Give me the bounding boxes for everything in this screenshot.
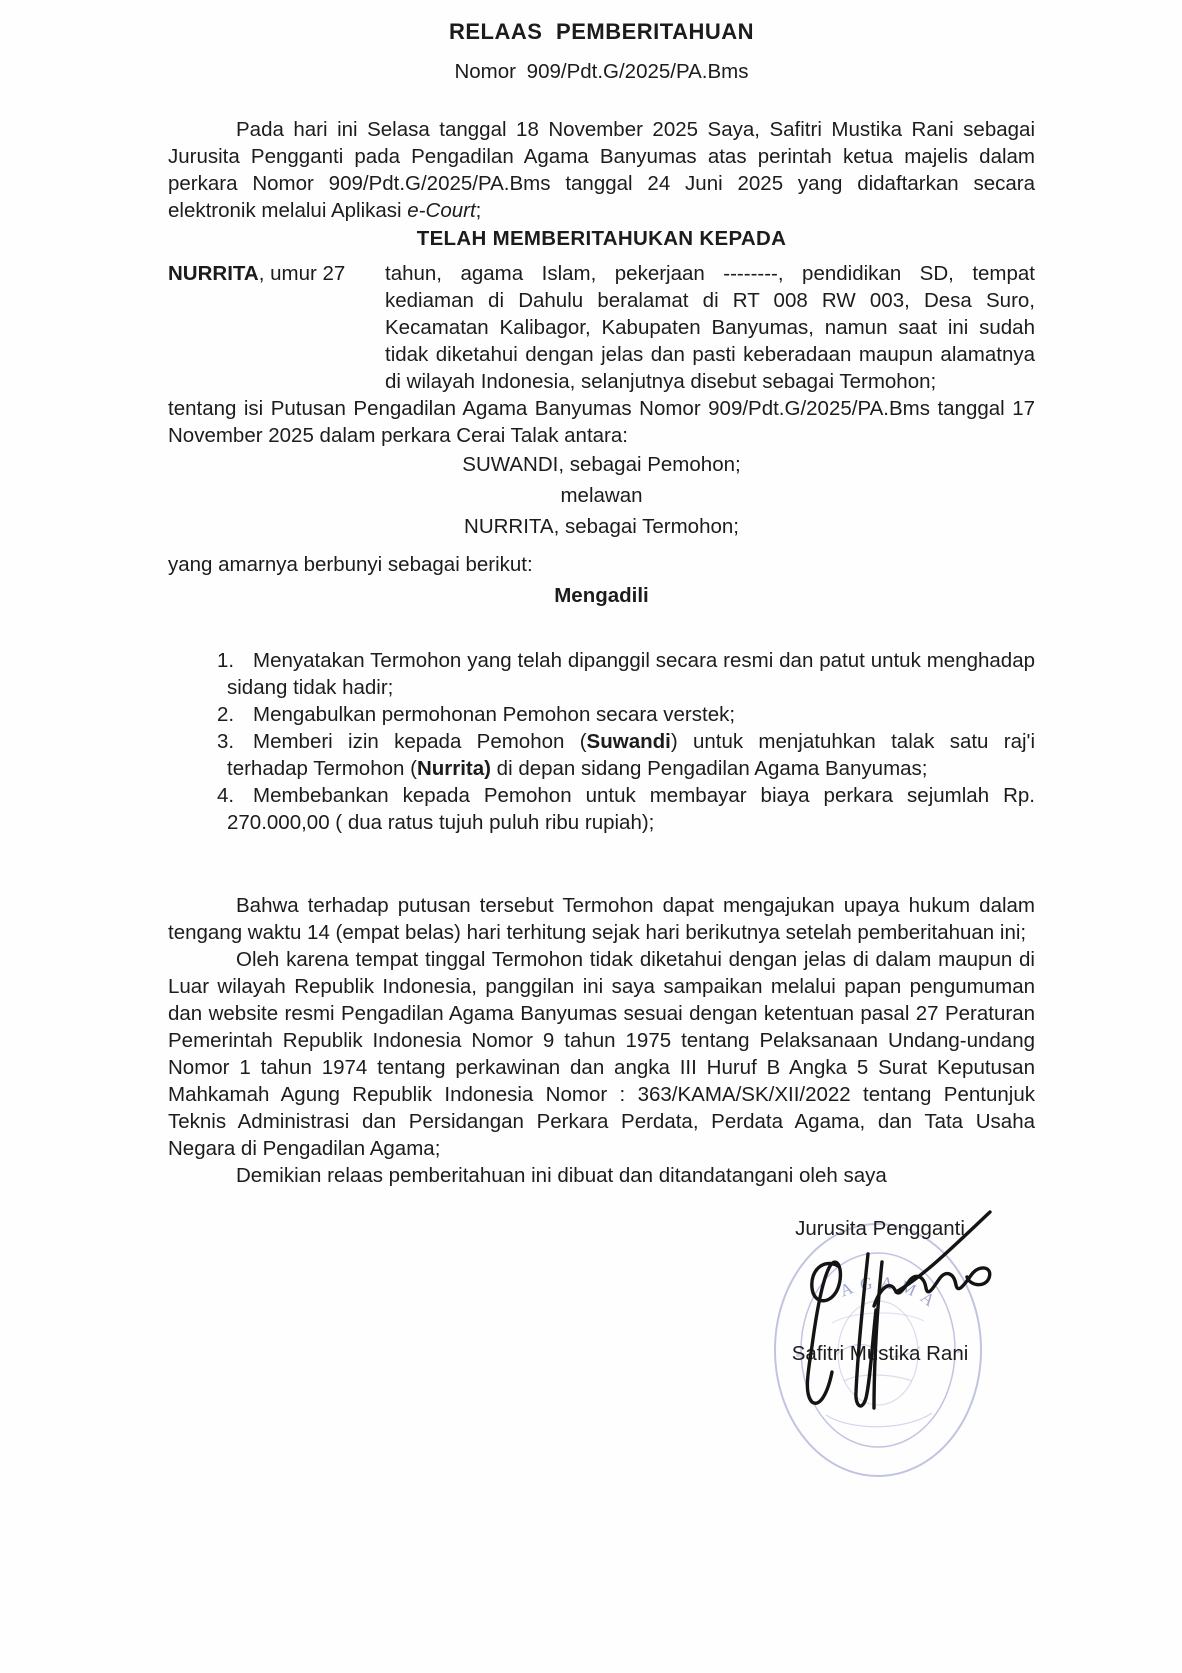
signer-name: Safitri Mustika Rani xyxy=(791,1342,969,1365)
petitioner-name-bold: Suwandi xyxy=(586,730,671,753)
ruling-list xyxy=(168,647,1035,836)
closing-publication-paragraph: Oleh karena tempat tinggal Termohon tidak diketahui dengan jelas di dalam maupun di Luar wilayah Republik Indonesia, panggilan ini saya sampaikan melalui papan pengumuman dan website resmi Pengadilan Agama Banyumas sesuai dengan ketentuan pasal 27 Peraturan Pemerintah Republik Indonesia Nomor 9 tahun 1975 tentang Pelaksanaan Undang-undang Nomor 1 tahun 1974 tentang perkawinan dan angka III Huruf B Angka 5 Surat Keputusan Mahkamah Agung Republik Indonesia Nomor : 363/KAMA/SK/XII/2022 tentang Pentunjuk Teknis Administrasi dan Persidangan Perkara Perdata, Perdata Agama, dan Tata Usaha Negara di Pengadilan Agama; xyxy=(168,948,1035,1160)
ruling-item-text: Memberi izin kepada Pemohon ( xyxy=(253,730,587,753)
respondent-line: NURRITA, sebagai Termohon; xyxy=(464,515,739,538)
ecourt-italic: e-Court xyxy=(407,199,476,222)
document-body xyxy=(168,18,1035,1367)
party-paragraph xyxy=(168,260,1035,395)
ruling-item-text: Mengabulkan permohonan Pemohon secara verstek; xyxy=(253,703,736,726)
ruling-item-number: 3. xyxy=(217,730,235,753)
ruling-item-4 xyxy=(168,782,1035,836)
ruling-item-text: ) untuk menjatuhkan talak satu raj'i terhadap Termohon ( xyxy=(227,730,1036,780)
party-name: NURRITA xyxy=(168,262,259,285)
notification-heading: TELAH MEMBERITAHUKAN KEPADA xyxy=(416,227,787,250)
signature-scribble xyxy=(778,1196,1008,1426)
respondent-name-bold: Nurrita) xyxy=(416,757,491,780)
ruling-item-number: 4. xyxy=(217,784,235,807)
ruling-item-number: 1. xyxy=(217,649,235,672)
stamp-arc-text: AGAMA xyxy=(837,1272,944,1315)
opening-text: Pada hari ini Selasa tanggal 18 November 2025 Saya, Safitri Mustika Rani sebagai Jurusita Pengganti pada Pengadilan Agama Banyumas atas perintah ketua majelis dalam perkara Nomor 909/Pdt.G/2025/PA.Bms tanggal 24 Juni 2025 yang didaftarkan secara elektronik melalui Aplikasi xyxy=(168,118,1035,222)
opening-text-end: ; xyxy=(475,199,482,222)
ruling-heading: Mengadili xyxy=(554,584,649,607)
ruling-item-number: 2. xyxy=(217,703,235,726)
closing-statement: Demikian relaas pemberitahuan ini dibuat dan ditandatangani oleh saya xyxy=(236,1164,887,1187)
closing-appeal-paragraph: Bahwa terhadap putusan tersebut Termohon dapat mengajukan upaya hukum dalam tengang waktu 14 (empat belas) hari terhitung sejak hari berikutnya setelah pemberitahuan ini; xyxy=(168,894,1035,944)
ruling-item-text: di depan sidang Pengadilan Agama Banyumas; xyxy=(490,757,928,780)
party-details: tahun, agama Islam, pekerjaan --------, pendidikan SD, tempat kediaman di Dahulu beralamat di RT 008 RW 003, Desa Suro, Kecamatan Kalibagor, Kabupaten Banyumas, namun saat ini sudah tidak diketahui dengan jelas dan pasti keberadaan maupun alamatnya di wilayah Indonesia, selanjutnya disebut sebagai Termohon; xyxy=(385,262,1035,393)
ruling-item-text: Membebankan kepada Pemohon untuk membayar biaya perkara sejumlah Rp. 270.000,00 ( dua ratus tujuh puluh ribu rupiah); xyxy=(227,784,1035,834)
versus-line: melawan xyxy=(560,484,643,507)
opening-paragraph xyxy=(168,116,1035,224)
amar-intro: yang amarnya berbunyi sebagai berikut: xyxy=(168,553,533,576)
ruling-item-1 xyxy=(168,647,1035,701)
signer-role: Jurusita Pengganti xyxy=(795,1217,965,1240)
document-title: RELAAS PEMBERITAHUAN xyxy=(448,19,755,44)
ruling-item-2 xyxy=(168,701,1035,728)
party-name-lead xyxy=(168,260,385,395)
ruling-about-paragraph: tentang isi Putusan Pengadilan Agama Banyumas Nomor 909/Pdt.G/2025/PA.Bms tanggal 17 November 2025 dalam perkara Cerai Talak antara: xyxy=(168,397,1035,447)
party-age: , umur 27 xyxy=(258,262,346,285)
ruling-item-3 xyxy=(168,728,1035,782)
petitioner-line: SUWANDI, sebagai Pemohon; xyxy=(462,453,741,476)
case-number: Nomor 909/Pdt.G/2025/PA.Bms xyxy=(454,60,749,83)
ruling-item-text: Menyatakan Termohon yang telah dipanggil secara resmi dan patut untuk menghadap sidang tidak hadir; xyxy=(227,649,1035,699)
